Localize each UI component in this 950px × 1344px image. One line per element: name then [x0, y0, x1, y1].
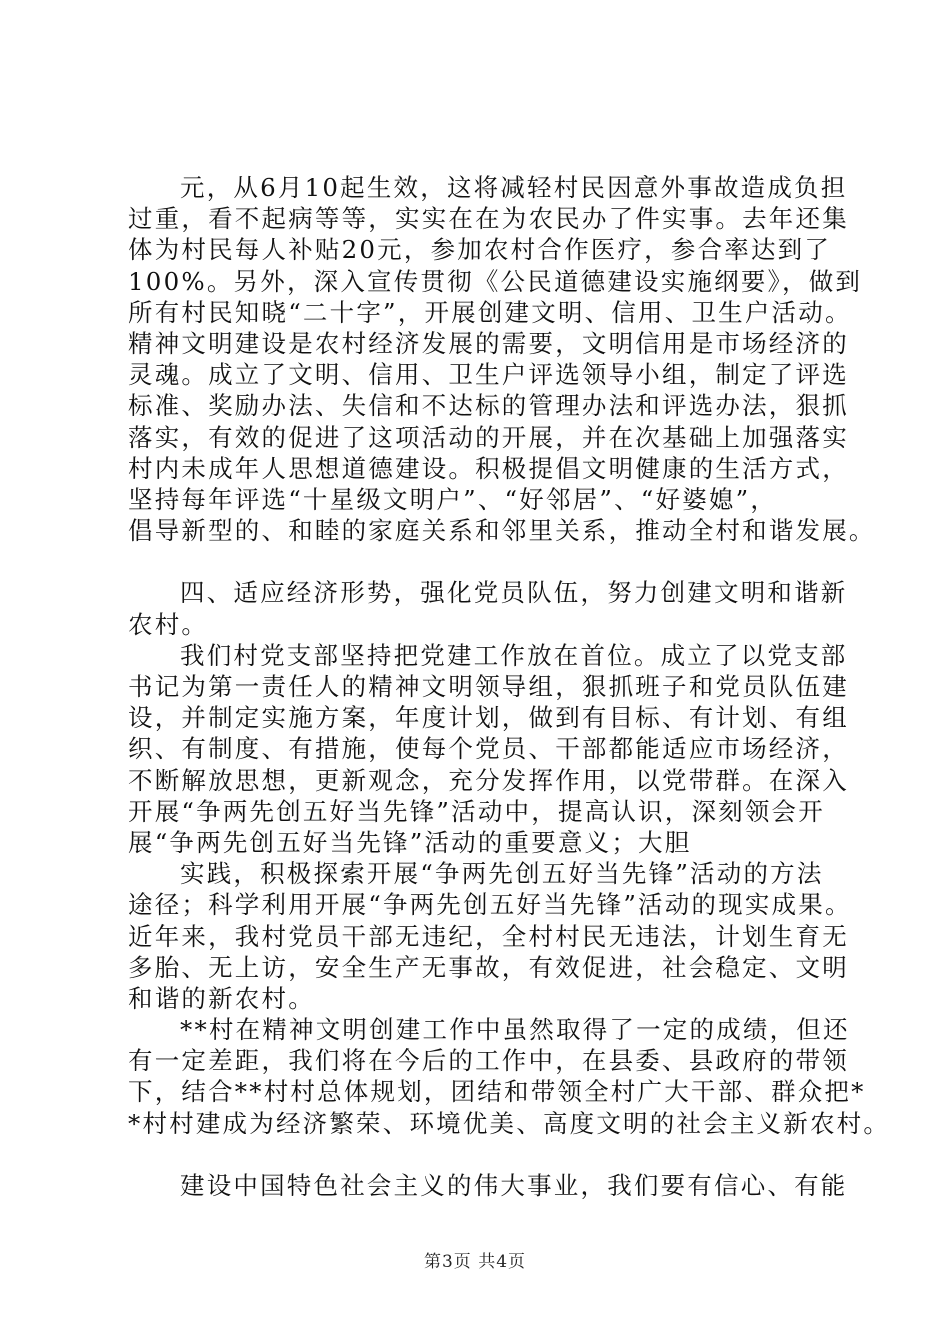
paragraph	[128, 1014, 891, 1139]
paragraph	[128, 1170, 848, 1201]
text-line: 过重，看不起病等等，实实在在为农民办了件实事。去年还集	[128, 204, 849, 234]
text-line: 有一定差距，我们将在今后的工作中，在县委、县政府的带领	[128, 1046, 849, 1076]
text-line: 坚持每年评选“十星级文明户”、“好邻居”、“好婆媳”，	[128, 484, 778, 514]
paragraph-gap	[128, 1139, 840, 1170]
text-line: 织、有制度、有措施，使每个党员、干部都能适应市场经济，	[128, 734, 849, 764]
text-line: 四、适应经济形势，强化党员队伍，努力创建文明和谐新	[180, 578, 848, 608]
page-number-footer: 第3页 共4页	[423, 1252, 527, 1272]
text-line: *村村建成为经济繁荣、环境优美、高度文明的社会主义新农村。	[128, 1108, 891, 1138]
text-line: 建设中国特色社会主义的伟大事业，我们要有信心、有能	[180, 1171, 848, 1200]
text-line: 开展“争两先创五好当先锋”活动中，提高认识，深刻领会开	[128, 796, 825, 826]
text-line: 书记为第一责任人的精神文明领导组，狠抓班子和党员队伍建	[128, 672, 849, 701]
text-line: 标准、奖励办法、失信和不达标的管理办法和评选办法，狠抓	[128, 391, 849, 421]
text-line: 不断解放思想，更新观念，充分发挥作用，以党带群。在深入	[128, 765, 849, 795]
text-line: **村在精神文明创建工作中虽然取得了一定的成绩，但还	[180, 1015, 850, 1045]
text-line: 灵魂。成立了文明、信用、卫生户评选领导小组，制定了评选	[128, 360, 849, 390]
text-line: 农村。	[128, 609, 209, 639]
text-line: 多胎、无上访，安全生产无事故，有效促进，社会稳定、文明	[128, 952, 849, 982]
text-line: 途径；科学利用开展“争两先创五好当先锋”活动的现实成果。	[128, 890, 852, 920]
text-line: 我们村党支部坚持把党建工作放在首位。成立了以党支部	[180, 640, 848, 670]
section-heading	[128, 577, 848, 639]
document-body	[128, 172, 891, 1201]
text-line: 实践，积极探索开展“争两先创五好当先锋”活动的方法	[180, 859, 824, 889]
text-line: 精神文明建设是农村经济发展的需要，文明信用是市场经济的	[128, 328, 849, 358]
text-line: 下，结合**村村总体规划，团结和带领全村广大干部、群众把*	[128, 1077, 866, 1107]
paragraph	[128, 172, 876, 546]
text-line: 100%。另外，深入宣传贯彻《公民道德建设实施纲要》，做到	[128, 266, 863, 296]
paragraph	[128, 640, 849, 858]
text-line: 设，并制定实施方案，年度计划，做到有目标、有计划、有组	[128, 703, 849, 733]
text-line: 所有村民知晓“二十字”，开展创建文明、信用、卫生户活动。	[128, 297, 852, 327]
text-line: 体为村民每人补贴20元，参加农村合作医疗，参合率达到了	[128, 235, 832, 265]
text-line: 展“争两先创五好当先锋”活动的重要意义；大胆	[128, 827, 692, 857]
text-line: 落实，有效的促进了这项活动的开展，并在次基础上加强落实	[128, 422, 849, 452]
text-line: 元，从6月10起生效，这将减轻村民因意外事故造成负担	[180, 173, 848, 202]
paragraph-gap	[128, 546, 840, 577]
text-line: 和谐的新农村。	[128, 983, 315, 1013]
text-line: 近年来，我村党员干部无违纪，全村村民无违法，计划生育无	[128, 921, 849, 951]
text-line: 倡导新型的、和睦的家庭关系和邻里关系，推动全村和谐发展。	[128, 516, 876, 546]
text-line: 村内未成年人思想道德建设。积极提倡文明健康的生活方式，	[128, 453, 849, 483]
paragraph	[128, 858, 852, 1014]
